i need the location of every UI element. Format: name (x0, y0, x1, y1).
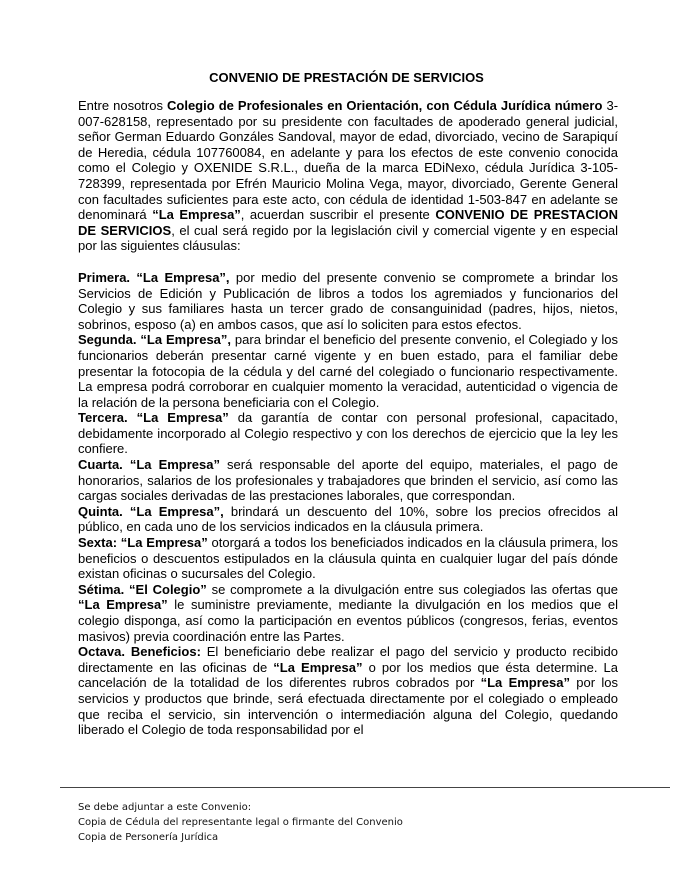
clause-segunda (78, 332, 618, 410)
intro-text: , acuerdan suscribir el presente (240, 207, 436, 223)
intro-text: 3-007-628158, representado por su presidente con facultades de apoderado general judicial, señor German Eduardo Gonzáles Sandoval, mayor de edad, divorciado, vecino de Sarapiquí de Heredia, cédula 107760084, en adelante y para los efectos de este convenio conocida como el Colegio y OXENIDE S.R.L., dueña de la marca EDiNexo, cédula Jurídica 3-105-728399, representada por Efrén Mauricio Molina Vega, mayor, divorciado, Gerente General con facultades suficientes para este acto, con cédula de identidad 1-503-847 en adelante se denominará (78, 98, 619, 223)
intro-bold: “La Empresa” (152, 207, 241, 223)
footer-line: Se debe adjuntar a este Convenio: (78, 802, 252, 813)
clause-text: se compromete a la divulgación entre sus colegiados las ofertas que (206, 581, 619, 597)
page-footer (78, 800, 638, 845)
document-body (78, 98, 618, 738)
clause-bold: “La Empresa” (480, 675, 570, 691)
clause-text: por medio del presente convenio se compromete a brindar los Servicios de Edición y Publicación de libros a todos los agremiados y funcionarios del Colegio y sus familiares hasta un tercer grado de consanguinidad (padres, hijos, nietos, sobrinos, esposo (a) en ambos casos, que así lo soliciten para estos efectos. (78, 269, 618, 332)
page-title: CONVENIO DE PRESTACIÓN DE SERVICIOS (209, 70, 484, 85)
clause-primera (78, 270, 618, 332)
clause-setima (78, 582, 618, 644)
footer-divider (60, 787, 670, 788)
clause-heading: Primera. “La Empresa”, (78, 269, 230, 285)
clause-text: por los servicios y productos que brinde, será efectuada directamente por el colegiado o empleado que reciba el servicio, sin intervención o intermediación alguna del Colegio, quedando liberado el Colegio de toda responsabilidad por el (78, 675, 618, 738)
clause-text: para brindar el beneficio del presente convenio, el Colegiado y los funcionarios deberán presentar carné vigente y en buen estado, para el familiar debe presentar la fotocopia de la cédula y del carné del colegiado o funcionario respectivamente. La empresa podrá corroborar en cualquier momento la veracidad, autenticidad o vigencia de la relación de la persona beneficiaria con el Colegio. (78, 332, 618, 410)
clause-text: El beneficiario debe realizar el pago del servicio y producto recibido directamente en las oficinas de (78, 644, 618, 675)
clause-text: brindará un descuento del 10%, sobre los precios ofrecidos al público, en cada uno de los servicios indicados en la cláusula primera. (78, 503, 618, 535)
clause-heading: Cuarta. “La Empresa” (78, 457, 220, 473)
intro-bold: Colegio de Profesionales en Orientación, con Cédula Jurídica número (167, 98, 603, 113)
clause-heading: Octava. Beneficios: (78, 644, 201, 660)
clause-bold: “La Empresa” (273, 659, 363, 675)
clause-bold: “La Empresa” (78, 597, 168, 613)
clause-tercera (78, 410, 618, 457)
intro-text: Entre nosotros (78, 98, 168, 113)
clause-heading: Sétima. “El Colegio” (78, 581, 207, 597)
clause-heading: Sexta: “La Empresa” (78, 535, 208, 551)
intro-paragraph (78, 98, 618, 254)
footer-line: Copia de Personería Jurídica (78, 832, 219, 843)
intro-text: , el cual será regido por la legislación civil y comercial vigente y en especial por las siguientes cláusulas: (78, 222, 619, 254)
clause-text: da garantía de contar con personal profesional, capacitado, debidamente incorporado al Colegio respectivo y con los derechos de ejercicio que la ley les confiere. (78, 410, 618, 457)
clause-text: o por los medios que ésta determine. La cancelación de la totalidad de los diferentes rubros cobrados por (78, 659, 618, 691)
clause-cuarta (78, 457, 618, 504)
clause-heading: Quinta. “La Empresa”, (78, 503, 224, 519)
intro-bold: CONVENIO DE PRESTACION DE SERVICIOS (78, 207, 619, 238)
clause-sexta (78, 535, 618, 582)
footer-line: Copia de Cédula del representante legal o firmante del Convenio (78, 817, 403, 828)
clause-text: le suministre previamente, mediante la divulgación en los medios que el colegio disponga, así como la participación en eventos públicos (congresos, ferias, eventos masivos) previa coordinación entre las Partes. (78, 597, 618, 644)
clause-octava (78, 644, 618, 738)
clause-heading: Tercera. “La Empresa” (78, 410, 229, 426)
clause-text: será responsable del aporte del equipo, materiales, el pago de honorarios, salarios de los profesionales y trabajadores que brinden el servicio, así como las cargas sociales derivadas de las prestaciones laborales, que correspondan. (78, 457, 618, 504)
clause-quinta (78, 504, 618, 535)
clause-heading: Segunda. “La Empresa”, (78, 332, 232, 348)
clause-text: otorgará a todos los beneficiados indicados en la cláusula primera, los beneficios o descuentos estipulados en la cláusula quinta en cualquier lugar del país dónde existan oficinas o sucursales del Colegio. (78, 535, 618, 582)
